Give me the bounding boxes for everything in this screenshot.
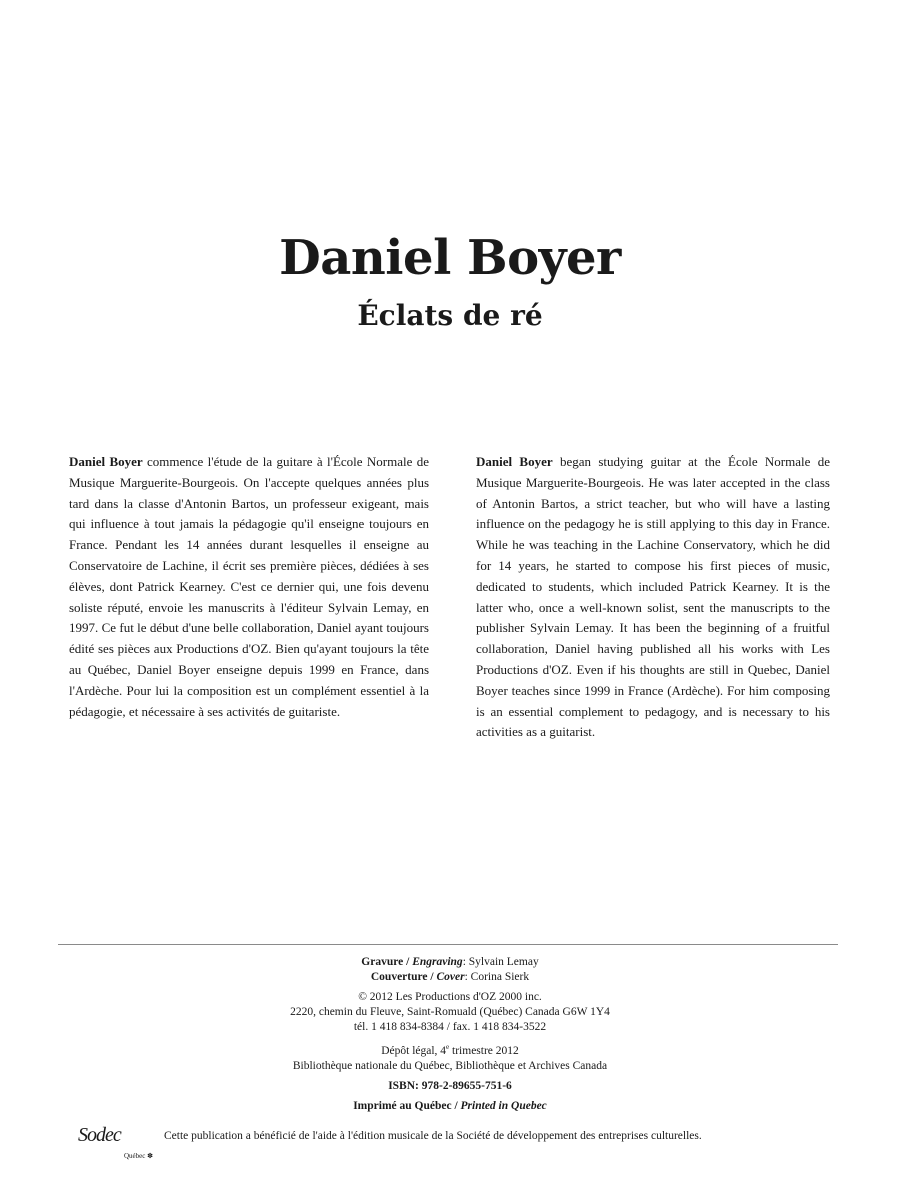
- sodec-logo-sub: Québec ✽: [124, 1152, 153, 1160]
- title-block: [0, 228, 900, 334]
- publisher-phone: tél. 1 418 834-8384 / fax. 1 418 834-3522: [353, 1021, 547, 1033]
- footer: [78, 1122, 838, 1168]
- composer-name: Daniel Boyer: [279, 230, 621, 286]
- bio-fr-text: commence l'étude de la guitare à l'École Normale de Musique Marguerite-Bourgeois. On l'accepte quelques années plus tard dans la classe d'Antonin Bartos, un professeur exigeant, mais qui influence à tout jamais la pédagogie qu'il enseigne toujours en France. Pendant les 14 années durant lesquelles il enseigne au Conservatoire de Lachine, il écrit ses première pièces, dédiées à ses élèves, dont Patrick Kearney. C'est ce dernier qui, une fois devenu soliste réputé, envoie les manuscrits à l'éditeur Sylvain Lemay, en 1997. Ce fut le début d'une belle collaboration, Daniel ayant toujours édité ses pièces aux Productions d'OZ. Bien qu'ayant toujours la tête au Québec, Daniel Boyer enseigne depuis 1999 en France, dans l'Ardèche. Pour lui la composition est un complément essentiel à la pédagogie, et nécessaire à ses activités de guitariste.: [69, 454, 429, 719]
- bio-en-lead: Daniel Boyer: [476, 454, 553, 469]
- credits: [0, 955, 900, 1114]
- divider: [58, 944, 838, 945]
- sodec-logo-word: Sodec: [78, 1124, 121, 1146]
- credits-staff: [0, 955, 900, 985]
- bio-fr-lead: Daniel Boyer: [69, 454, 143, 469]
- isbn: ISBN: 978-2-89655-751-6: [388, 1079, 512, 1092]
- publisher-address: 2220, chemin du Fleuve, Saint-Romuald (Québec) Canada G6W 1Y4: [290, 1006, 610, 1018]
- work-title: Éclats de ré: [357, 299, 543, 332]
- biography-english: [476, 452, 830, 743]
- printed-in: Imprimé au Québec / Printed in Quebec: [353, 1099, 547, 1112]
- publisher-info: [0, 990, 900, 1035]
- sodec-logo: [78, 1122, 158, 1168]
- biography-french: [69, 452, 429, 722]
- funding-notice: Cette publication a bénéficié de l'aide à l'édition musicale de la Société de développement des entreprises culturelles.: [164, 1130, 702, 1142]
- legal-deposit: Dépôt légal, 4e trimestre 2012: [381, 1043, 519, 1057]
- copyright: © 2012 Les Productions d'OZ 2000 inc.: [358, 991, 542, 1003]
- cover-credit: Couverture / Cover: Corina Sierk: [370, 971, 530, 983]
- engraving-credit: Gravure / Engraving: Sylvain Lemay: [361, 956, 539, 968]
- bio-en-text: began studying guitar at the École Normale de Musique Marguerite-Bourgeois. He was later accepted in the class of Antonin Bartos, a strict teacher, but who will have a lasting influence on the pedagogy he is still applying to this day in France. While he was teaching in the Lachine Conservatory, which he did for 14 years, he started to compose his first pieces of music, dedicated to students, which included Patrick Kearney. It is the latter who, once a well-known solist, sent the manuscripts to the publisher Sylvain Lemay. It has been the beginning of a fruitful collaboration, Daniel having published all his works with Les Productions d'OZ. Even if his thoughts are still in Quebec, Daniel Boyer teaches since 1999 in France (Ardèche). For him composing is an essential complement to pedagogy, and is necessary to his activities as a guitarist.: [476, 454, 830, 740]
- legal-deposit-info: [0, 1040, 900, 1074]
- libraries: Bibliothèque nationale du Québec, Bibliothèque et Archives Canada: [292, 1059, 608, 1072]
